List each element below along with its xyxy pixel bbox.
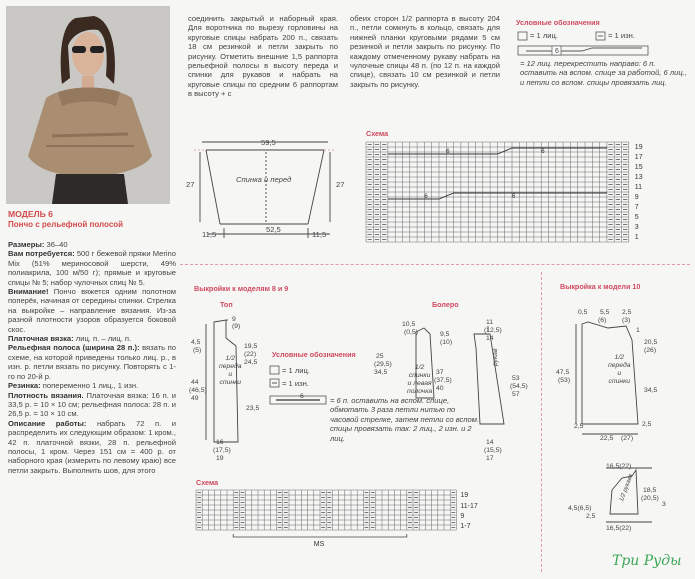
m10-sleeve-shape: [592, 460, 672, 536]
instruction-paragraph: [8, 343, 176, 381]
instructions-column-1: [8, 240, 176, 475]
m10s-dim-a: 16,5(22): [606, 463, 632, 470]
patterns-89-title: Выкройки к моделям 8 и 9: [194, 284, 289, 293]
instruction-text: лиц. п. – лиц. п.: [73, 334, 132, 344]
ms-label: MS: [313, 541, 325, 548]
cable-count-label: 6: [541, 149, 545, 155]
bolero-label: 1/2 спинки и левая полочка: [407, 364, 433, 395]
row-number: 17: [634, 154, 643, 161]
top-dim-n: 49: [191, 395, 199, 402]
instruction-text: 500 г бежевой пряжи Merino Mix (51% мериносовой шерсти, 49% полиакрила, 100 м/50 г); прямые и круговые спицы № 5; набор чулочных спиц № 5.: [8, 249, 176, 287]
row-number: 5: [634, 214, 639, 221]
row-number: 19: [460, 492, 469, 499]
bolero-dim-d: (10): [440, 339, 453, 346]
m10-dim-n: (27): [621, 435, 634, 442]
poncho-height-left: 27: [186, 180, 195, 189]
cable-count-label: 6: [512, 194, 516, 200]
m10-dim-c: (6): [598, 317, 607, 324]
bolero-dim-l: (12,5): [484, 327, 502, 334]
row-number: 9: [634, 194, 639, 201]
bolero-dim-b: (0,5): [404, 329, 418, 336]
poncho-width-top: 59,5: [261, 138, 276, 147]
poncho-label: Спинка и перед: [236, 175, 292, 184]
instructions-column-2: соединить закрытый и наборный края. Для воротника по вырезу горловины на круговые спицы набрать 200 п., связать 18 см резинкой и петли закрыть по рисунку. Отметить внешние 1,5 раппорта рельефной полосы в высоту переда и спинки для рукавов и набрать на круговые спицы по средним 6 раппортам в высоту + с: [188, 14, 338, 99]
bolero-dim-s: 17: [486, 455, 494, 462]
instruction-heading: Вам потребуется:: [8, 249, 75, 259]
legend-mid-title: Условные обозначения: [272, 350, 356, 359]
stitch-chart-bottom: [194, 488, 494, 548]
m10s-label: 1/2 рукава: [618, 473, 635, 503]
instruction-paragraph: [8, 249, 176, 287]
row-number: 1: [634, 234, 639, 241]
legend-title: Условные обозначения: [516, 18, 600, 27]
instructions-column-3: обеих сторон 1/2 раппорта в высоту 204 п., петли сомкнуть в кольцо, связать для нижней планки круговыми рядами 5 см резинкой и петли закрыть по рисунку. По каждому отмеченному рукаву набрать на чулочные спицы 48 п. (по 12 п. на каждой спице), связать 10 см резинкой и петли закрыть по рисунку.: [350, 14, 500, 89]
row-number: 11-17: [460, 503, 478, 510]
m10s-dim-f: 2,5: [586, 513, 596, 520]
poncho-height-right: 27: [336, 180, 345, 189]
bolero-dim-j: 40: [436, 385, 444, 392]
legend-mid-num: 6: [300, 393, 304, 400]
instruction-text: 36–40: [44, 240, 68, 249]
watermark: Три Руды: [612, 553, 682, 569]
instruction-text: попеременно 1 лиц., 1 изн.: [40, 381, 139, 391]
bolero-dim-e: 25: [376, 353, 384, 360]
bolero-dim-p: 57: [512, 391, 520, 398]
bolero-dim-i: (37,5): [434, 377, 452, 384]
top-dim-a: 9: [232, 316, 236, 323]
bolero-dim-q: 14: [486, 439, 494, 446]
instruction-heading: Плотность вязания.: [8, 390, 84, 400]
top-dim-i: 19,5: [244, 343, 258, 350]
m10-dim-h: (26): [644, 347, 657, 354]
top-dim-j: (22): [244, 351, 257, 358]
cable-count-label: 6: [446, 149, 450, 155]
legend-purl: = 1 изн.: [608, 31, 635, 40]
instruction-paragraph: [8, 419, 176, 475]
m10-dim-e: (3): [622, 317, 631, 324]
sleeve-label: рукав: [492, 348, 499, 366]
instruction-text: Платочная вязка: 16 п. и 33,5 р. = 10 × 10 см; рельефная полоса: 28 п. и 26,5 р. = 10 × 10 см.: [8, 390, 176, 419]
top-dim-r: 19: [216, 455, 224, 462]
model-photo: [6, 6, 170, 204]
top-dim-m: (46,5): [189, 387, 207, 394]
row-number: 11: [634, 184, 643, 191]
m10s-dim-g: 16,5(22): [606, 525, 632, 532]
chart-top-title: Схема: [366, 129, 389, 138]
row-number: 3: [634, 224, 639, 231]
instruction-heading: Рельефная полоса (ширина 28 п.):: [8, 343, 140, 353]
instruction-paragraph: [8, 240, 176, 249]
m10-dim-b: 5,5: [600, 309, 610, 316]
instruction-paragraph: [8, 391, 176, 419]
bolero-dim-m: 14: [486, 335, 494, 342]
top-dim-h: (5): [193, 347, 202, 354]
bolero-dim-o: (54,5): [510, 383, 528, 390]
legend-mid-purl: = 1 изн.: [282, 379, 309, 388]
m10-dim-k: 34,5: [644, 387, 658, 394]
instruction-paragraph: [8, 334, 176, 343]
legend-mid-knit: = 1 лиц.: [282, 366, 311, 375]
m10s-dim-b: 18,5: [643, 487, 657, 494]
instruction-heading: Размеры:: [8, 240, 45, 249]
bolero-dim-c: 9,5: [440, 331, 450, 338]
patterns-10-title: Выкройка к модели 10: [560, 282, 641, 291]
cable-count-label: 6: [424, 194, 428, 200]
legend-cross-text: = 12 лиц. перекрестить направо: 6 п. оставить на вспом. спице за работой, 6 лиц., и петли со вспом. спицы провязать лиц.: [520, 59, 687, 87]
m10-dim-i: 47,5: [556, 369, 570, 376]
top-dim-b: (9): [232, 323, 241, 330]
m10-dim-o: 2,5: [642, 421, 652, 428]
legend-knit: = 1 лиц.: [530, 31, 559, 40]
instruction-heading: Внимание!: [8, 287, 49, 297]
top-piece-label: 1/2 переда и спинки: [219, 355, 242, 386]
bolero-dim-n: 53: [512, 375, 520, 382]
poncho-side-right: 11,5: [312, 230, 327, 239]
instruction-text: вязать по схеме, на которой приведены только лиц. р., в изн. р. петли вязать по рисунку. Повторять с 1-го по 20-й р.: [8, 343, 176, 381]
m10-dim-f: 1: [636, 327, 640, 334]
bolero-dim-g: 34,5: [374, 369, 388, 376]
instruction-text: набрать 72 п. и распределить их следующим образом: 1 кром., 42 п. платочной вязки, 28 п. рельефной полосы, 1 кром. Через 151 см = 400 р. от наборного края (измерить по левому краю) все петли закрыть. Выполнить шов, для этого: [8, 418, 176, 475]
m10-dim-l: 2,5: [574, 423, 584, 430]
top-dim-g: 4,5: [191, 339, 201, 346]
m10s-dim-c: (20,5): [641, 495, 659, 502]
row-number: 7: [634, 204, 639, 211]
bolero-dim-f: (29,5): [374, 361, 392, 368]
bolero-dim-a: 10,5: [402, 321, 416, 328]
top-dim-k: 24,5: [244, 359, 258, 366]
bolero-dim-k: 11: [486, 319, 494, 326]
top-dim-q: (17,5): [213, 447, 231, 454]
row-number: 9: [460, 513, 465, 520]
m10-dim-g: 20,5: [644, 339, 658, 346]
bolero-dim-r: (15,5): [484, 447, 502, 454]
row-number: 13: [634, 174, 643, 181]
poncho-width-bottom: 52,5: [266, 225, 281, 234]
legend-mid-text: = 6 п. оставить на вспом. спице, обмотать 3 раза петли нитью по часовой стрелке, затем петли со вспом. спицы провязать так: 2 лиц., 2 изн. и 2 лиц.: [330, 396, 480, 443]
m10-dim-j: (53): [558, 377, 571, 384]
chart-bot-title: Схема: [196, 478, 219, 487]
m10s-dim-d: 3: [662, 501, 666, 508]
row-number: 19: [634, 144, 643, 151]
top-dim-p: 16: [216, 439, 224, 446]
top-piece-title: Топ: [220, 300, 233, 309]
m10-label: 1/2 переда и спинки: [608, 354, 631, 385]
top-dim-o: 23,5: [246, 405, 260, 412]
m10s-dim-e: 4,5(6,5): [568, 505, 592, 512]
instruction-heading: Резинка:: [8, 381, 41, 391]
model-title: МОДЕЛЬ 6: [8, 209, 53, 219]
model-subtitle: Пончо с рельефной полосой: [8, 220, 124, 229]
row-number: 1-7: [460, 523, 471, 530]
stitch-chart-top: [364, 138, 680, 246]
m10-dim-m: 22,5: [600, 435, 614, 442]
bolero-dim-h: 37: [436, 369, 444, 376]
poncho-schematic: [180, 138, 350, 243]
m10-dim-d: 2,5: [622, 309, 632, 316]
instruction-heading: Платочная вязка:: [8, 334, 74, 344]
instruction-heading: Описание работы:: [8, 418, 87, 428]
m10-dim-a: 0,5: [578, 309, 588, 316]
legend-cross-num: 6: [555, 48, 559, 55]
instruction-paragraph: [8, 381, 176, 390]
row-number: 15: [634, 164, 643, 171]
poncho-side-left: 11,5: [202, 230, 217, 239]
instruction-paragraph: [8, 287, 176, 334]
bolero-title: Болеро: [432, 300, 459, 309]
instruction-text: Пончо вяжется одним полотном поперёк, начиная от середины спинки. Стрелка на выкройке – направление вязания. Из-за разной плотности узоров образуется боковой скос.: [8, 287, 176, 334]
top-dim-l: 44: [191, 379, 199, 386]
